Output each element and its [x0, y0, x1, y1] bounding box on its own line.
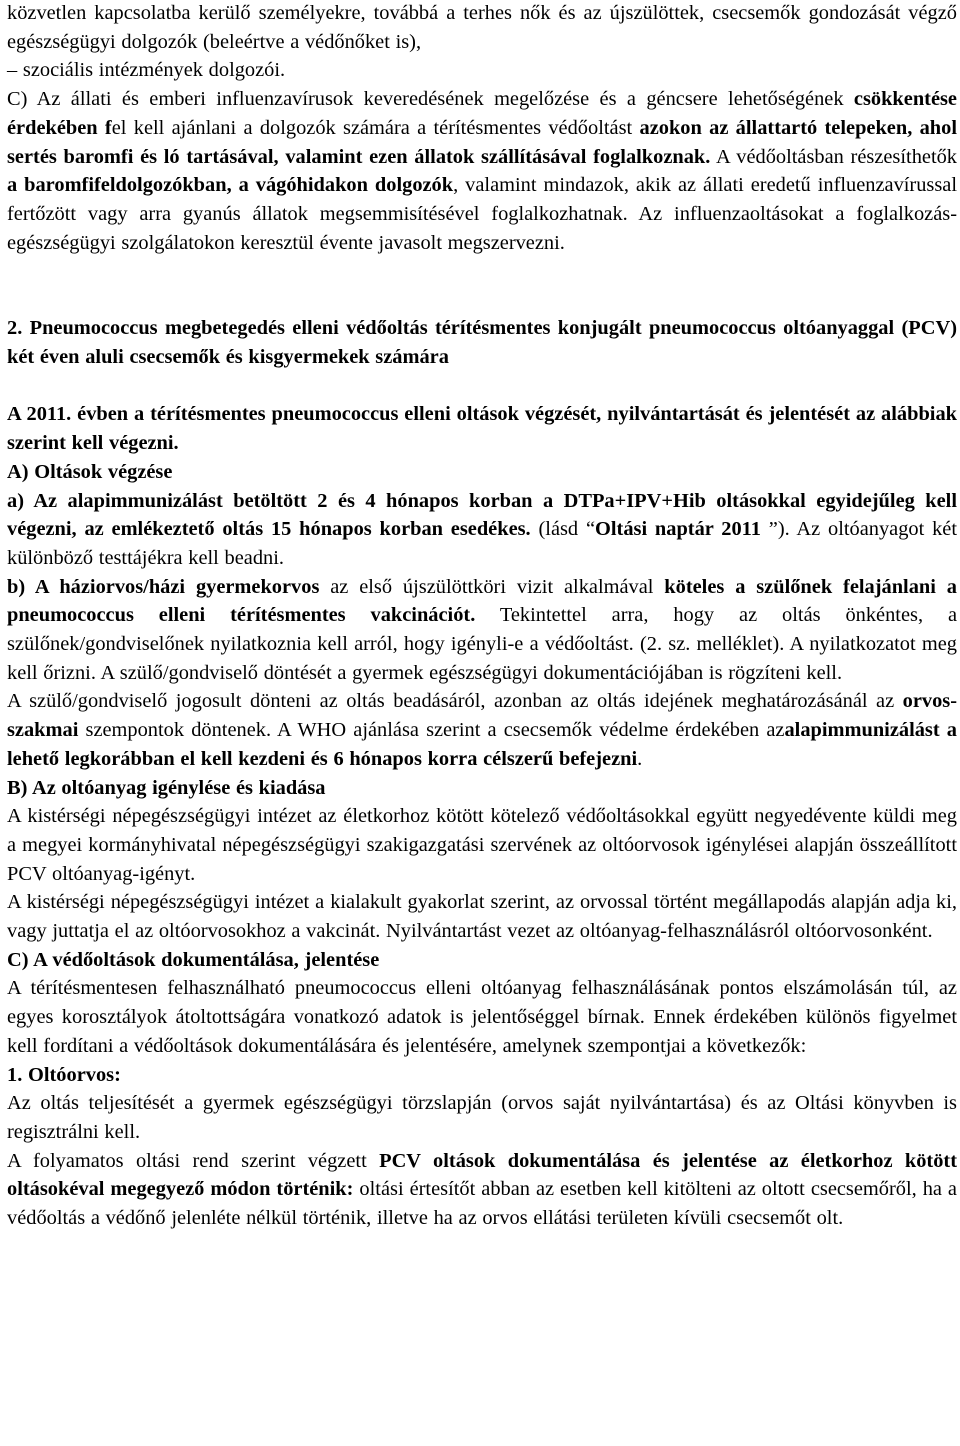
parent-decision-text-2: szempontok döntenek. A WHO ajánlása szerint a csecsemők védelme érdekében az — [78, 719, 785, 742]
vaccinator-reporting-text-2: oltási értesítőt abban az esetben kell kitölteni az oltott csecsemőről, ha a védőoltás a védőnő jelenléte nélkül történik, illetve ha az orvos ellátási területen kívüli csecsemőt olt. — [7, 1178, 957, 1230]
subsection-a-heading — [7, 458, 957, 487]
influenza-c-bold-2: azokon az állattartó telepeken, ahol sertés baromfi és ló tartásával, valamint ezen állatok szállításával foglalkoznak. — [7, 116, 957, 168]
influenza-c-text-3: A védőoltásban részesíthetők — [710, 145, 958, 168]
item-b-text-2: Tekintettel arra, hogy az oltás önkéntes, a szülőnek/gondviselőnek nyilatkoznia kell arról, hogy igényli-e a védőoltást. (2. sz. melléklet). A nyilatkozatot meg kell őrizni. A szülő/gondviselő döntését a gyermek egészségügyi dokumentációjában is rögzíteni kell. — [7, 604, 958, 684]
vaccinator-reporting-bold: PCV oltások dokumentálása és jelentése az életkorhoz kötött oltásokéval megegyező módon történik: — [7, 1149, 957, 1201]
item-a-bold-text: a) Az alapimmunizálást betöltött 2 és 4 hónapos korban a DTPa+IPV+Hib oltásokkal egyidejűleg kell végezni, az emlékeztető oltás 15 hónapos korban esedékes. — [7, 489, 957, 541]
section-2-intro — [7, 400, 957, 457]
vaccinator-register-paragraph — [7, 1089, 957, 1146]
vaccinator-heading-text: 1. Oltóorvos: — [7, 1063, 121, 1086]
subsection-c-heading-text: C) A védőoltások dokumentálása, jelentése — [7, 948, 380, 971]
section-spacer — [7, 257, 957, 314]
vaccinator-reporting-paragraph — [7, 1147, 957, 1233]
documentation-paragraph — [7, 974, 957, 1060]
item-a-bold-calendar: Oltási naptár 2011 — [595, 518, 761, 541]
item-a-text-1: (lásd “ — [530, 518, 595, 541]
influenza-c-text-2: el kell ajánlani a dolgozók számára a térítésmentes védőoltást — [111, 116, 640, 139]
vaccinator-reporting-text-1: A folyamatos oltási rend szerint végzett — [7, 1149, 380, 1172]
influenza-c-bold-1: csökkentése érdekében f — [7, 88, 957, 139]
subsection-c-heading — [7, 946, 957, 975]
influenza-c-bold-3: a baromfifeldolgozókban, a vágóhidakon dolgozók — [7, 174, 454, 197]
intro-line3-text: – szociális intézmények dolgozói. — [7, 59, 286, 82]
item-b-paragraph — [7, 573, 957, 688]
influenza-section-c-paragraph — [7, 85, 957, 257]
intro-paragraph — [7, 0, 957, 85]
parent-decision-text-1: A szülő/gondviselő jogosult dönteni az oltás beadásáról, azonban az oltás idejének meghatározásánál az — [7, 690, 903, 713]
subsection-b-heading-text: B) Az oltóanyag igénylése és kiadása — [7, 776, 326, 799]
parent-decision-bold-1: orvos-szakmai — [7, 690, 957, 742]
section-2-heading — [7, 314, 957, 371]
parent-decision-bold-2: alapimmunizálást a lehető legkorábban el kell kezdeni és 6 hónapos korra célszerű befejezni — [7, 719, 957, 770]
influenza-c-text-1: C) Az állati és emberi influenzavírusok keveredésének megelőzése és a géncsere lehetőségének — [7, 88, 854, 111]
item-b-text-1: az első újszülöttköri vizit alkalmával — [319, 575, 665, 598]
item-b-bold-1: b) A háziorvos/házi gyermekorvos — [7, 575, 320, 598]
parent-decision-paragraph — [7, 687, 957, 773]
section-2-heading-text: 2. Pneumococcus megbetegedés elleni védőoltás térítésmentes konjugált pneumococcus oltóanyaggal (PCV) két éven aluli csecsemők és kisgyermekek számára — [7, 317, 957, 369]
item-b-bold-2: köteles a szülőnek felajánlani a pneumococcus elleni térítésmentes vakcinációt. — [7, 575, 957, 627]
vaccine-distribution-text: A kistérségi népegészségügyi intézet a kialakult gyakorlat szerint, az orvossal történt megállapodás alapján adja ki, vagy juttatja el az oltóorvosokhoz a vakcinát. Nyilvántartást vezet az oltóanyag-felhasználásról oltóorvosonként. — [7, 891, 957, 943]
documentation-text: A térítésmentesen felhasználható pneumococcus elleni oltóanyag felhasználásának pontos elszámolásán túl, az egyes korosztályok átoltottságára vonatkozó adatok is jelentőséggel bírnak. Ennek érdekében különös figyelmet kell fordítani a védőoltások dokumentálására és jelentésére, amelynek szempontjai a következők: — [7, 977, 957, 1057]
item-a-paragraph — [7, 487, 957, 573]
vaccine-request-paragraph — [7, 802, 957, 888]
subsection-b-heading — [7, 774, 957, 803]
influenza-c-text-4: , valamint mindazok, akik az állati eredetű influenzavírussal fertőzött vagy arra gyanús állatok megsemmisítésével foglalkozhatnak. Az influenzaoltásokat a foglalkozás-egészségügyi szolgálatokon keresztül évente javasolt megszervezni. — [7, 174, 957, 254]
subsection-a-heading-text: A) Oltások végzése — [7, 460, 173, 483]
heading-spacer — [7, 372, 957, 401]
parent-decision-text-3: . — [637, 747, 643, 770]
section-2-intro-text: A 2011. évben a térítésmentes pneumococcus elleni oltások végzését, nyilvántartását és jelentését az alábbiak szerint kell végezni. — [7, 403, 957, 455]
vaccinator-heading — [7, 1061, 957, 1090]
vaccine-request-text: A kistérségi népegészségügyi intézet az életkorhoz kötött kötelező védőoltásokkal együtt negyedévente küldi meg a megyei kormányhivatal népegészségügyi szakigazgatási szervének az oltóorvosok igénylései alapján összeállított PCV oltóanyag-igényt. — [7, 805, 957, 885]
document-page — [7, 0, 957, 1233]
intro-line1-text: közvetlen kapcsolatba kerülő személyekre, továbbá a terhes nők és az újszülöttek, csecsemők gondozását végző egészségügyi dolgozók (beleértve a védőnőket is), — [7, 2, 957, 53]
vaccine-distribution-paragraph — [7, 888, 957, 945]
vaccinator-register-text: Az oltás teljesítését a gyermek egészségügyi törzslapján (orvos saját nyilvántartása) és az Oltási könyvben is regisztrálni kell. — [7, 1092, 957, 1143]
item-a-text-2: ”). Az oltóanyagot két különböző testtájékra kell beadni. — [7, 518, 957, 569]
